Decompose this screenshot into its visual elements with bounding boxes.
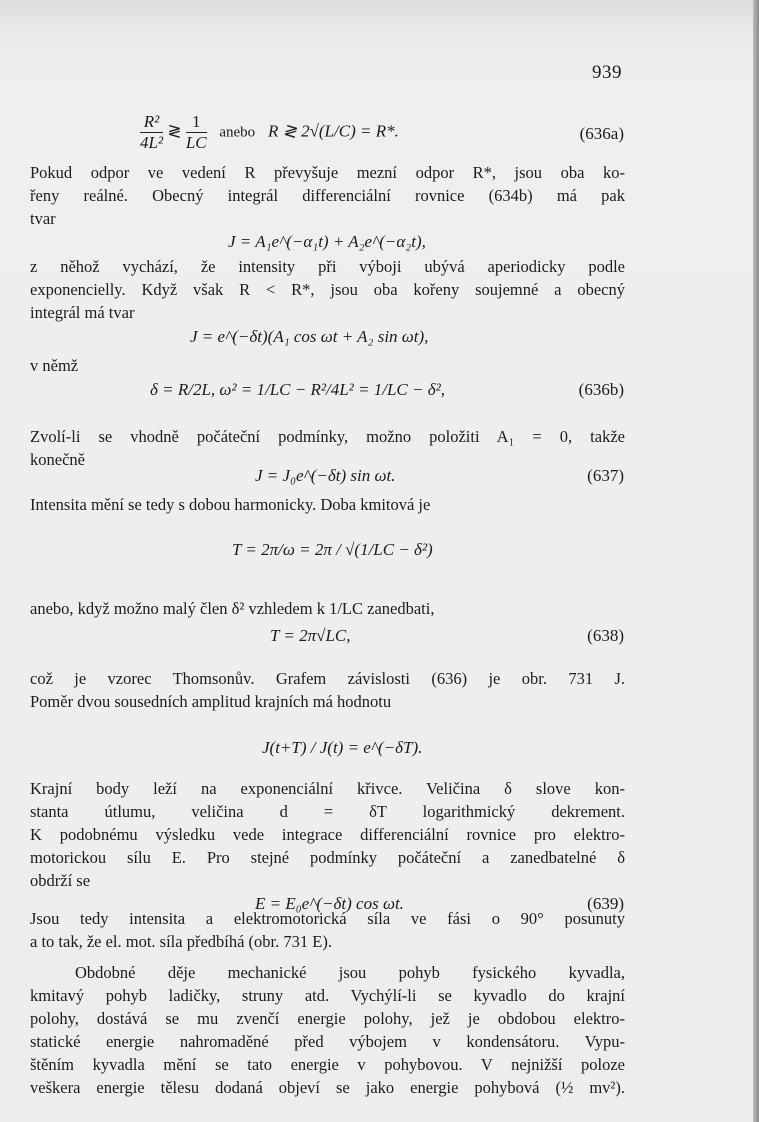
text-line: řeny reálné. Obecný integrál differenciální rovnice (634b) má pak: [30, 186, 625, 205]
text-line: štěním kyvadla mění se tato energie v pohybovou. V nejnižší poloze: [30, 1055, 625, 1074]
text-line: statické energie nahromaděné před výbojem v kondensátoru. Vypu-: [30, 1032, 625, 1051]
text-line: Pokud odpor ve vedení R převyšuje mezní odpor R*, jsou oba ko-: [30, 163, 625, 182]
page-number: 939: [592, 62, 622, 83]
equation-general-solution: J = A₁e^(−α₁t) + A₂e^(−α₂t),: [228, 232, 426, 251]
equation-639: E = E₀e^(−δt) cos ωt.: [255, 894, 404, 913]
equation-label-639: (639): [587, 894, 624, 913]
text-line: Jsou tedy intensita a elektromotorická síla ve fási o 90° posunuty: [30, 909, 625, 928]
text-line: z něhož vychází, že intensity při výboji ubývá aperiodicky podle: [30, 257, 625, 276]
equation-637: J = J₀e^(−δt) sin ωt.: [255, 466, 396, 485]
text-line: polohy, dostává se mu zvenčí energie polohy, jež je obdobou elektro-: [30, 1009, 625, 1028]
text-line: konečně: [30, 450, 85, 469]
text-line: Zvolí-li se vhodně počáteční podmínky, možno položiti A₁ = 0, takže: [30, 427, 625, 446]
text-line: exponencielly. Když však R < R*, jsou oba kořeny soujemné a obecný: [30, 280, 625, 299]
text-line: a to tak, že el. mot. síla předbíhá (obr. 731 E).: [30, 932, 332, 951]
text-line: kmitavý pohyb ladičky, struny atd. Vychýlí-li se kyvadlo do krajní: [30, 986, 625, 1005]
text-line: Intensita mění se tedy s dobou harmonicky. Doba kmitová je: [30, 495, 431, 514]
equation-label-638: (638): [587, 626, 624, 645]
text-line: motorickou sílu E. Pro stejné podmínky počáteční a zanedbatelné δ: [30, 848, 625, 867]
text-line: což je vzorec Thomsonův. Grafem závislosti (636) je obr. 731 J.: [30, 669, 625, 688]
equation-period: T = 2π/ω = 2π / √(1/LC − δ²): [232, 540, 433, 559]
equation-oscillatory: J = e^(−δt)(A₁ cos ωt + A₂ sin ωt),: [190, 327, 429, 346]
text-line: Poměr dvou sousedních amplitud krajních má hodnotu: [30, 692, 392, 711]
text-line: tvar: [30, 209, 56, 228]
equation-label-636a: (636a): [579, 124, 624, 143]
text-line: stanta útlumu, veličina d = δT logarithmický dekrement.: [30, 802, 625, 821]
text-line: veškera energie tělesu dodaná objeví se jako energie pohybová (½ mv²).: [30, 1078, 625, 1097]
text-line: Obdobné děje mechanické jsou pohyb fysického kyvadla,: [75, 963, 625, 982]
equation-label-637: (637): [587, 466, 624, 485]
equation-amplitude-ratio: J(t+T) / J(t) = e^(−δT).: [262, 738, 423, 757]
text-line: integrál má tvar: [30, 303, 135, 322]
text-line: Krajní body leží na exponenciální křivce. Veličina δ slove kon-: [30, 779, 625, 798]
equation-638: T = 2π√LC,: [270, 626, 351, 645]
page-edge-shadow: [753, 0, 759, 1122]
text-line: obdrží se: [30, 871, 91, 890]
text-line: K podobnému výsledku vede integrace differenciální rovnice pro elektro-: [30, 825, 625, 844]
text-line: anebo, když možno malý člen δ² vzhledem k 1/LC zanedbati,: [30, 599, 435, 618]
text-line: v němž: [30, 356, 79, 375]
equation-label-636b: (636b): [578, 380, 624, 399]
equation-636b: δ = R/2L, ω² = 1/LC − R²/4L² = 1/LC − δ²,: [150, 380, 445, 399]
equation-636a: $\frac{\text{R²}}{\text{4L²}}$ ≷ $\frac{1}{LC}$ anebo R ≷ 2√(L/C) = R*.: [140, 112, 399, 152]
